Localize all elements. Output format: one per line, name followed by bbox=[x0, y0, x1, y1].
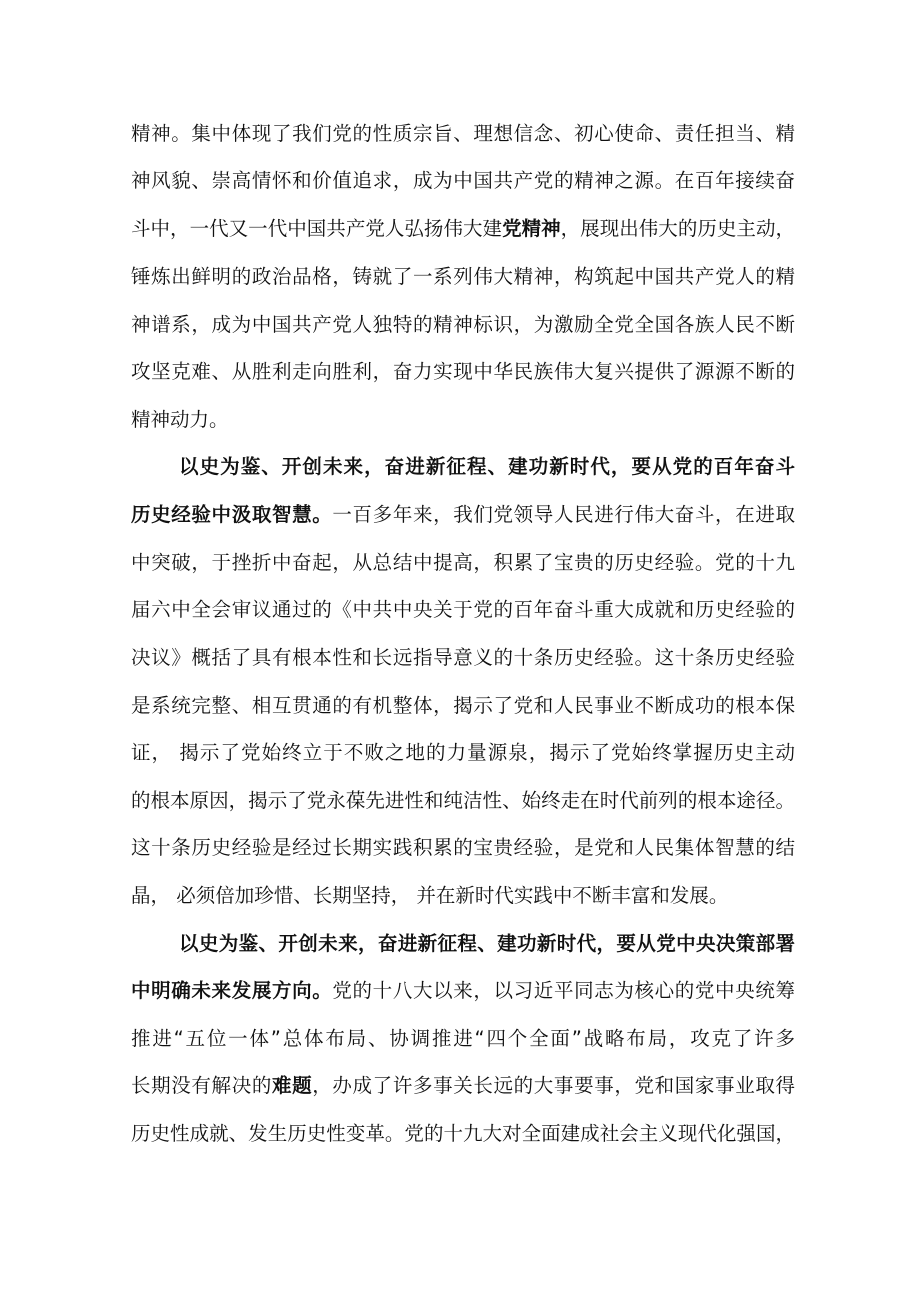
text-run: 是系统完整、相互贯通的有机整体，揭示了党和人民事业不断成功的根本保 bbox=[131, 694, 795, 717]
text-run: 一百多年来，我们党领导人民进行伟大奋斗，在进取 bbox=[332, 503, 795, 526]
text-line bbox=[131, 973, 795, 1009]
text-line bbox=[131, 307, 795, 343]
text-run: 攻坚克难、从胜利走向胜利，奋力实现中华民族伟大复兴提供了源源不断的 bbox=[131, 360, 795, 383]
bold-run: 中明确未来发展方向。 bbox=[131, 979, 333, 1002]
text-line bbox=[131, 1116, 795, 1152]
text-line bbox=[131, 830, 795, 866]
text-run: 斗中，一代又一代中国共产党人弘扬伟大建 bbox=[131, 217, 503, 240]
paragraph-heading-line bbox=[179, 449, 795, 485]
text-run: 这十条历史经验是经过长期实践积累的宝贵经验，是党和人民集体智慧的结 bbox=[131, 836, 795, 859]
text-line bbox=[131, 116, 795, 152]
text-run: 精神。集中体现了我们党的性质宗旨、理想信念、初心使命、责任担当、精 bbox=[131, 122, 795, 145]
text-line bbox=[131, 592, 795, 628]
text-run: 党的十八大以来，以习近平同志为核心的党中央统筹 bbox=[332, 979, 795, 1002]
paragraph-heading-line bbox=[179, 926, 795, 962]
text-line bbox=[131, 640, 795, 676]
text-run: 锤炼出鲜明的政治品格，铸就了一系列伟大精神，构筑起中国共产党人的精 bbox=[131, 265, 795, 288]
text-line bbox=[131, 259, 795, 295]
text-run: 届六中全会审议通过的《中共中央关于党的百年奋斗重大成就和历史经验的 bbox=[131, 598, 795, 621]
text-line bbox=[131, 402, 795, 438]
bold-run: 党精神 bbox=[502, 217, 561, 240]
text-line bbox=[131, 211, 795, 247]
bold-run: 难题 bbox=[271, 1074, 313, 1097]
text-run: 决议》概括了具有根本性和长远指导意义的十条历史经验。这十条历史经验 bbox=[131, 646, 795, 669]
bold-run: 以史为鉴、开创未来，奋进新征程、建功新时代，要从党的百年奋斗 bbox=[179, 455, 795, 478]
text-line bbox=[131, 163, 795, 199]
text-run: 精神动力。 bbox=[131, 408, 229, 431]
text-line bbox=[131, 1021, 795, 1057]
text-run: 长期没有解决的 bbox=[131, 1074, 272, 1097]
text-line bbox=[131, 783, 795, 819]
text-line bbox=[131, 878, 795, 914]
text-line bbox=[131, 1068, 795, 1104]
text-run: 晶， 必须倍加珍惜、长期坚持， 并在新时代实践中不断丰富和发展。 bbox=[131, 884, 729, 907]
text-run: 中突破，于挫折中奋起，从总结中提高，积累了宝贵的历史经验。党的十九 bbox=[131, 551, 795, 574]
text-run: 证， 揭示了党始终立于不败之地的力量源泉，揭示了党始终掌握历史主动 bbox=[131, 741, 795, 764]
text-run: 的根本原因，揭示了党永葆先进性和纯洁性、始终走在时代前列的根本途径。 bbox=[131, 789, 795, 812]
text-run: ，展现出伟大的历史主动， bbox=[560, 217, 795, 240]
text-run: 历史性成就、发生历史性变革。党的十九大对全面建成社会主义现代化强国， bbox=[131, 1122, 795, 1145]
text-line bbox=[131, 735, 795, 771]
text-line bbox=[131, 354, 795, 390]
bold-run: 以史为鉴、开创未来，奋进新征程、建功新时代，要从党中央决策部署 bbox=[179, 932, 795, 955]
text-line bbox=[131, 688, 795, 724]
text-run: 神风貌、崇高情怀和价值追求，成为中国共产党的精神之源。在百年接续奋 bbox=[131, 169, 795, 192]
text-line bbox=[131, 497, 795, 533]
text-run: 神谱系，成为中国共产党人独特的精神标识，为激励全党全国各族人民不断 bbox=[131, 313, 795, 336]
text-run: 推进“五位一体”总体布局、协调推进“四个全面”战略布局，攻克了许多 bbox=[131, 1027, 795, 1050]
text-line bbox=[131, 545, 795, 581]
text-run: ，办成了许多事关长远的大事要事，党和国家事业取得 bbox=[312, 1074, 795, 1097]
bold-run: 历史经验中汲取智慧。 bbox=[131, 503, 333, 526]
